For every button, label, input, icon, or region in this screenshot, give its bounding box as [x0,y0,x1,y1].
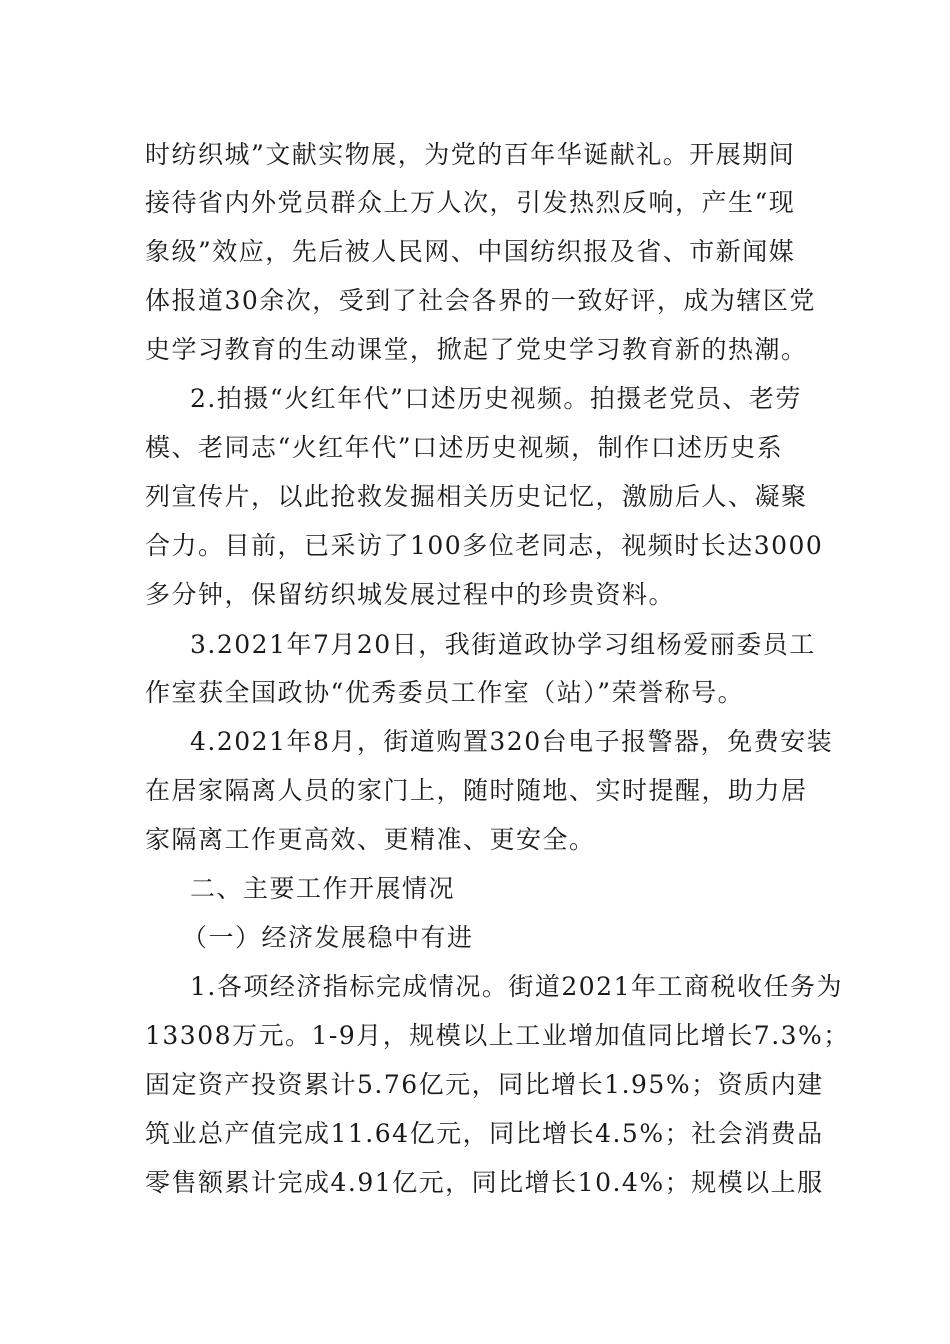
text-line: 零售额累计完成4.91亿元，同比增长10.4%；规模以上服 [145,1168,824,1197]
text-line: 作室获全国政协“优秀委员工作室（站）”荣誉称号。 [145,678,745,707]
paragraph-first-line: 4.2021年8月，街道购置320台电子报警器，免费安装 [190,727,834,756]
text-line: 模、老同志“火红年代”口述历史视频，制作口述历史系 [145,433,784,462]
text-line: 列宣传片，以此抢救发掘相关历史记忆，激励后人、凝聚 [145,482,808,511]
text-line: 多分钟，保留纺织城发展过程中的珍贵资料。 [145,580,676,609]
paragraph-first-line: 3.2021年7月20日，我街道政协学习组杨爱丽委员工 [190,630,816,659]
paragraph-first-line: 2.拍摄“火红年代”口述历史视频。拍摄老党员、老劳 [190,384,802,413]
text-line: 合力。目前，已采访了100多位老同志，视频时长达3000 [145,531,824,560]
subsection-heading: （一）经济发展稳中有进 [182,923,474,952]
section-heading: 二、主要工作开展情况 [190,874,456,903]
text-line: 体报道30余次，受到了社会各界的一致好评，成为辖区党 [145,286,816,315]
text-line: 筑业总产值完成11.64亿元，同比增长4.5%；社会消费品 [145,1119,824,1148]
text-line: 时纺织城”文献实物展，为党的百年华诞献礼。开展期间 [145,140,796,169]
text-line: 家隔离工作更高效、更精准、更安全。 [145,825,596,854]
paragraph-first-line: 1.各项经济指标完成情况。街道2021年工商税收任务为 [190,972,843,1001]
text-line: 象级”效应，先后被人民网、中国纺织报及省、市新闻媒 [145,237,796,266]
text-line: 固定资产投资累计5.76亿元，同比增长1.95%；资质内建 [145,1070,824,1099]
text-line: 在居家隔离人员的家门上，随时随地、实时提醒，助力居 [145,776,808,805]
text-line: 13308万元。1-9月，规模以上工业增加值同比增长7.3%； [145,1021,850,1050]
text-line: 接待省内外党员群众上万人次，引发热烈反响，产生“现 [145,188,796,217]
text-line: 史学习教育的生动课堂，掀起了党史学习教育新的热潮。 [145,335,808,364]
